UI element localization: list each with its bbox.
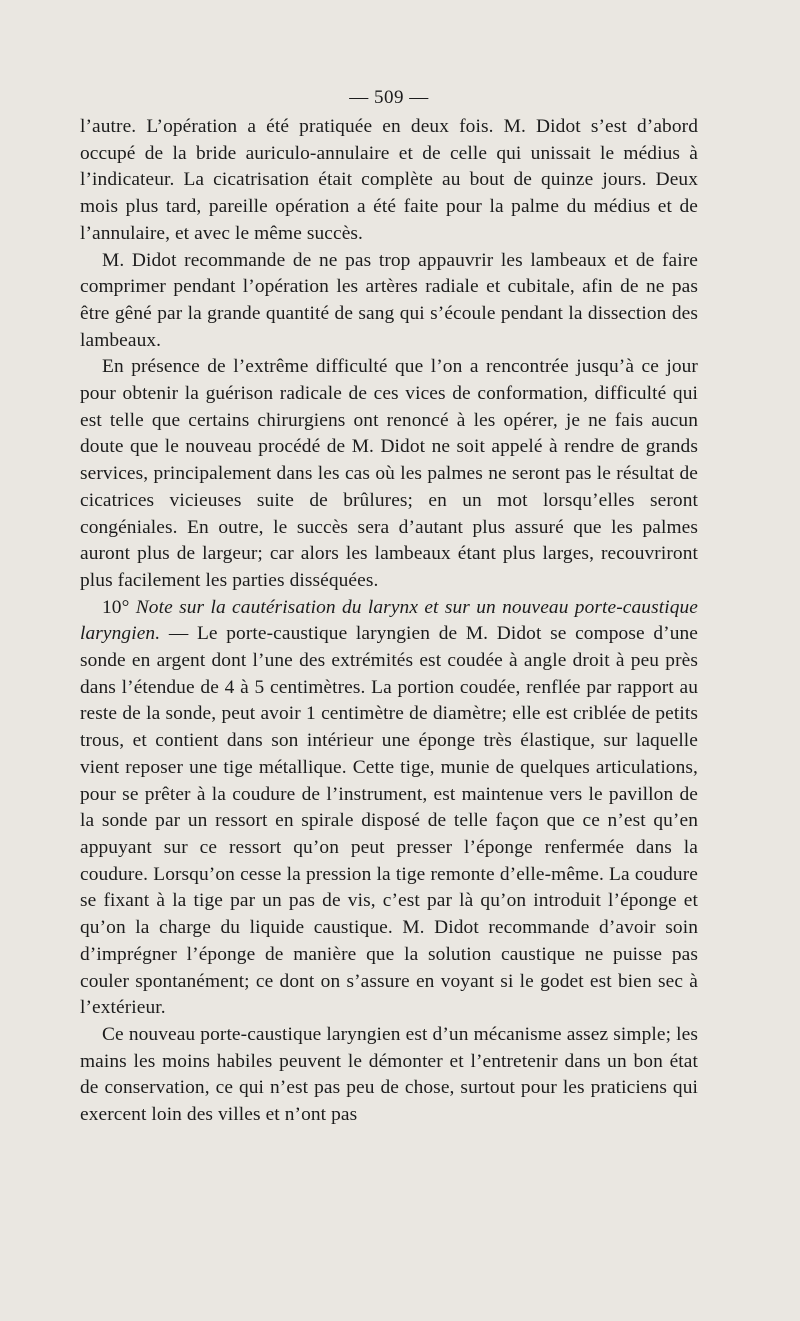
paragraph-3: En présence de l’extrême difficulté que l’on a rencontrée jusqu’à ce jour pour obtenir la guérison radicale de ces vices de conformation, difficulté qui est telle que certains chirurgiens ont renoncé à les opérer, je ne fais aucun doute que le nouveau procédé de M. Didot ne soit appelé à rendre de grands services, principalement dans les cas où les palmes ne seront pas le résultat de cicatrices vicieuses suite de brûlures; en un mot lorsqu’elles seront congéniales. En outre, le succès sera d’autant plus assuré que les palmes auront plus de largeur; car alors les lambeaux étant plus larges, recouvriront plus facilement les parties disséquées.: [80, 356, 698, 591]
section-number: 10°: [102, 596, 130, 618]
page-number: — 509 —: [349, 87, 429, 108]
paragraph-4: [80, 595, 698, 1022]
paragraph-2: M. Didot recommande de ne pas trop appauvrir les lambeaux et de faire comprimer pendant l’opération les artères radiale et cubitale, afin de ne pas être gêné par la grande quantité de sang qui s’écoule pendant la dissection des lambeaux.: [80, 249, 698, 351]
page-body: [80, 82, 698, 1129]
paragraph-5: Ce nouveau porte-caustique laryngien est d’un mécanisme assez simple; les mains les moins habiles peuvent le démonter et l’entretenir dans un bon état de conservation, ce qui n’est pas peu de chose, surtout pour les praticiens qui exercent loin des villes et n’ont pas: [80, 1023, 698, 1126]
paragraph-1: l’autre. L’opération a été pratiquée en deux fois. M. Didot s’est d’abord occupé de la bride auriculo-annulaire et de celle qui unissait le médius à l’indicateur. La cicatrisation était complète au bout de quinze jours. Deux mois plus tard, pareille opération a été faite pour la palme du médius et de l’annulaire, et avec le même succès.: [80, 116, 698, 244]
section-title: Note sur la cautérisation du larynx et sur un nouveau porte-caustique laryngien.: [80, 596, 698, 645]
section-text: — Le porte-caustique laryngien de M. Didot se compose d’une sonde en argent dont l’une des extrémités est coudée à angle droit à peu près dans l’étendue de 4 à 5 centimètres. La portion coudée, renflée par rapport au reste de la sonde, peut avoir 1 centimètre de diamètre; elle est criblée de petits trous, et contient dans son intérieur une éponge très élastique, sur laquelle vient reposer une tige métallique. Cette tige, munie de quelques articulations, pour se prêter à la coudure de l’instrument, est maintenue vers le pavillon de la sonde par un ressort en spirale disposé de telle façon que ce n’est qu’en appuyant sur ce ressort qu’on peut presser l’éponge renfermée dans la coudure. Lorsqu’on cesse la pression la tige remonte d’elle-même. La coudure se fixant à la tige par un pas de vis, c’est par là qu’on introduit l’éponge et qu’on la charge du liquide caustique. M. Didot recommande d’avoir soin d’imprégner l’éponge de manière que la solution caustique ne puisse pas couler spontanément; ce dont on s’assure en voyant si le godet est bien sec à l’extérieur.: [80, 623, 698, 1019]
